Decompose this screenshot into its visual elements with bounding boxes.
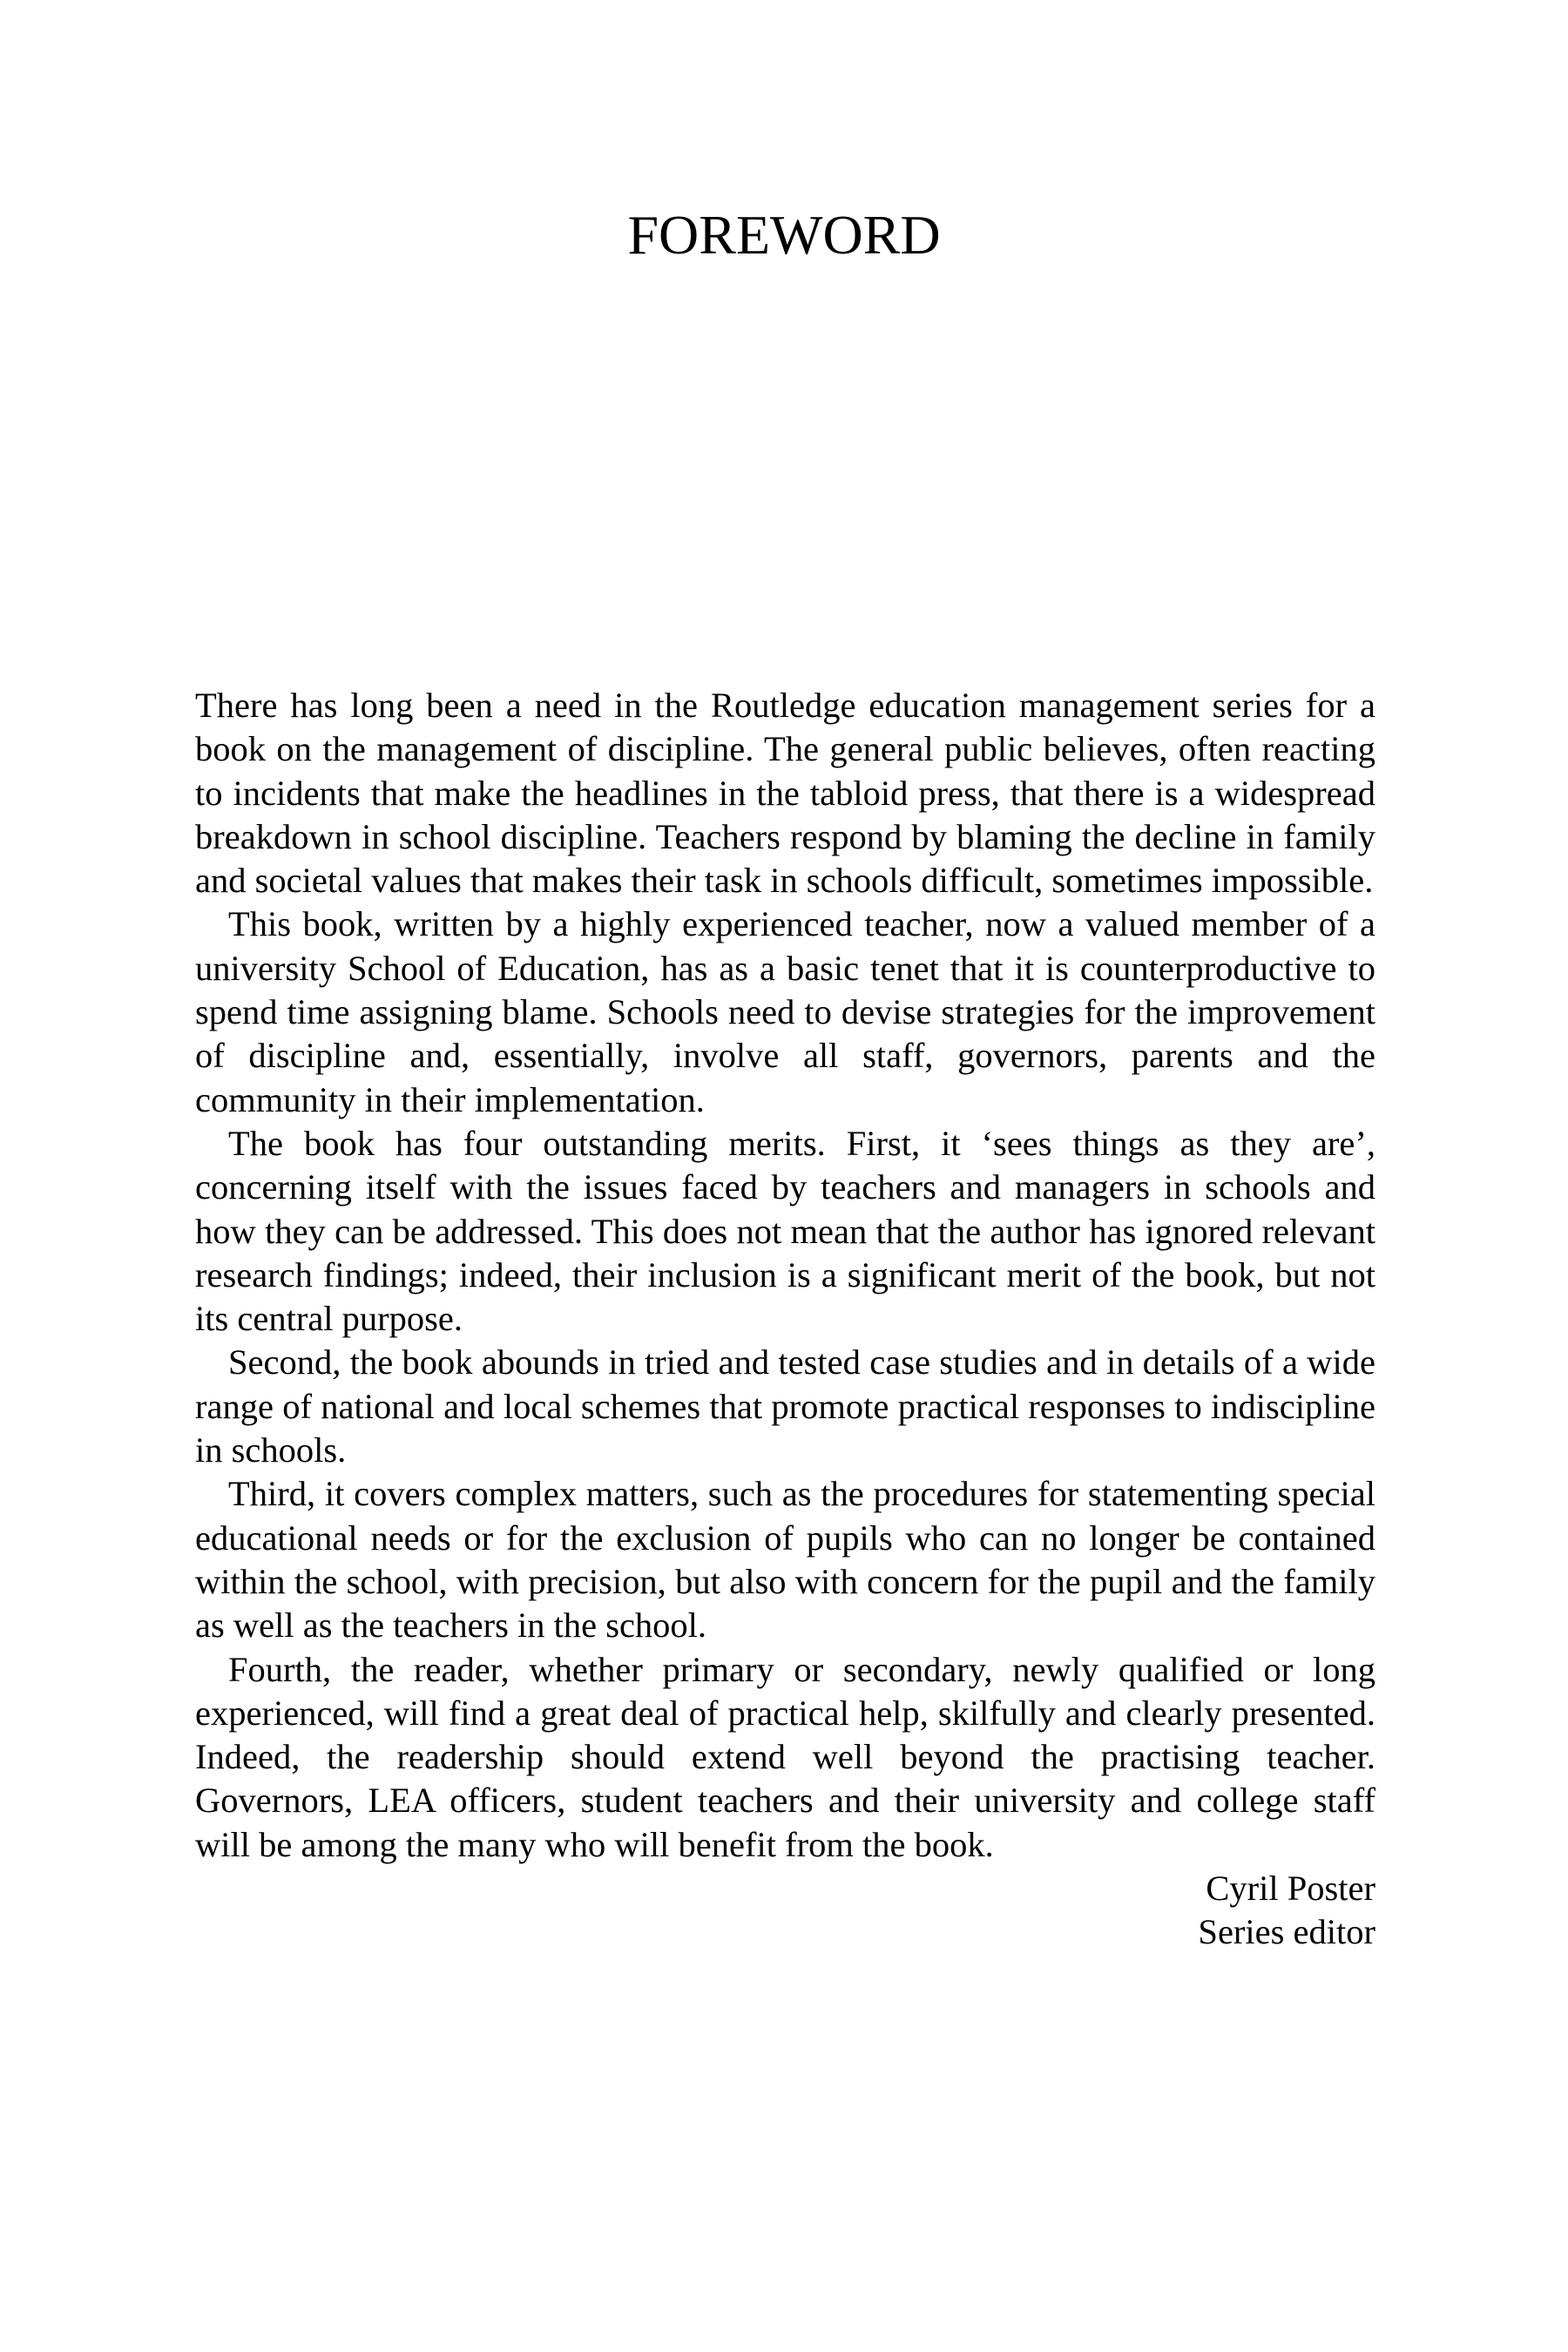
paragraph-3: The book has four outstanding merits. First, it ‘sees things as they are’, concerning itself with the issues faced by teachers and managers in schools and how they can be addressed. This does not mean that the author has ignored relevant research findings; indeed, their inclusion is a significant merit of the book, but not its central purpose. [195, 1123, 1375, 1339]
page-title: FOREWORD [627, 204, 941, 266]
paragraph-4: Second, the book abounds in tried and tested case studies and in details of a wide range of national and local schemes that promote practical responses to indiscipline in schools. [195, 1342, 1375, 1470]
signature-name: Cyril Poster [1206, 1869, 1375, 1909]
signature-role: Series editor [1198, 1912, 1375, 1952]
paragraph-6: Fourth, the reader, whether primary or secondary, newly qualified or long experienced, will find a great deal of practical help, skilfully and clearly presented. Indeed, the readership should extend well beyond the practising teacher. Governors, LEA officers, student teachers and their university and college staff will be among the many who will benefit from the book. [195, 1649, 1375, 1864]
paragraph-2: This book, written by a highly experienced teacher, now a valued member of a university School of Education, has as a basic tenet that it is counterproductive to spend time assigning blame. Schools need to devise strategies for the improvement of discipline and, essentially, involve all staff, governors, parents and the community in their implementation. [195, 904, 1375, 1119]
foreword-body [195, 684, 1375, 1955]
paragraph-5: Third, it covers complex matters, such as the procedures for statementing special educational needs or for the exclusion of pupils who can no longer be contained within the school, with precision, but also with concern for the pupil and the family as well as the teachers in the school. [195, 1474, 1375, 1646]
paragraph-1: There has long been a need in the Routledge education management series for a book on the management of discipline. The general public believes, often reacting to incidents that make the headlines in the tabloid press, that there is a widespread breakdown in school discipline. Teachers respond by blaming the decline in family and societal values that makes their task in schools difficult, sometimes impossible. [195, 686, 1375, 901]
